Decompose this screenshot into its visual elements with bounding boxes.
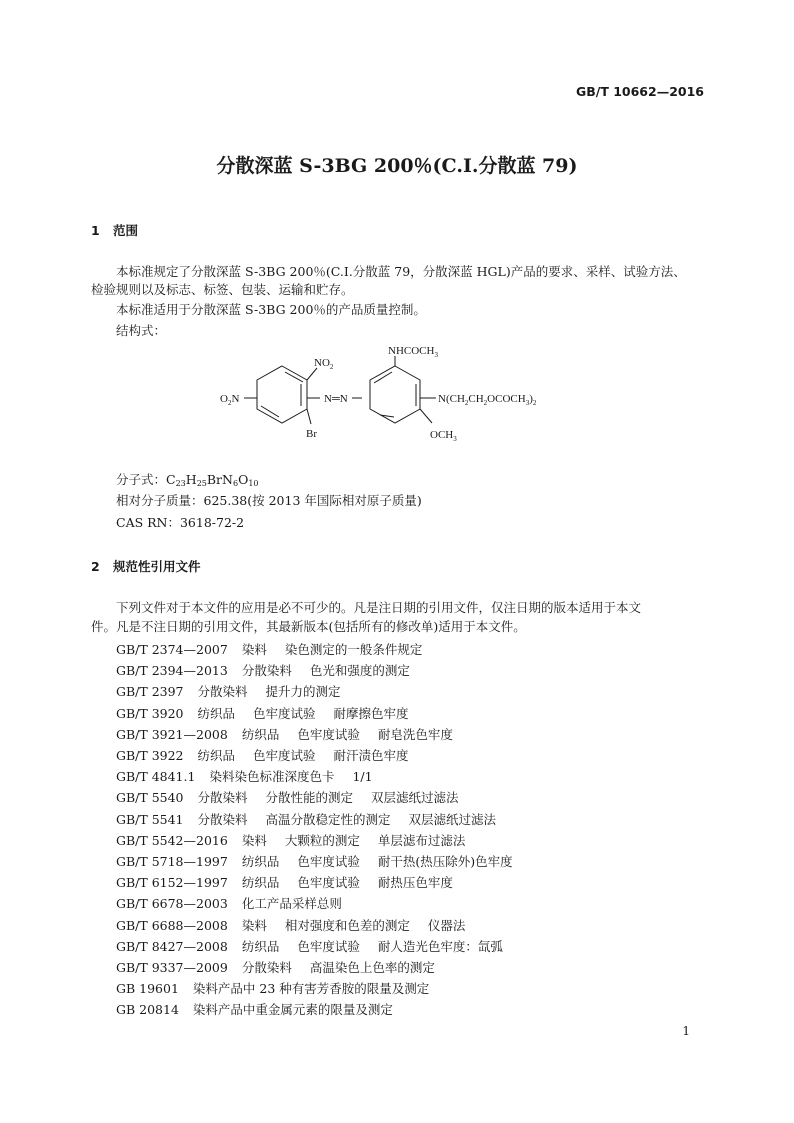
scope-applicability: 本标准适用于分散深蓝 S-3BG 200％的产品质量控制。 [116,302,426,317]
reference-item [116,873,453,891]
reference-text: 染料 [241,832,267,848]
reference-text: 高温染色上色率的测定 [309,960,435,975]
reference-text: 纺织品 [197,705,236,721]
reference-code: GB 20814 [116,1002,179,1018]
reference-code: GB/T 5718—1997 [116,854,228,869]
reference-text: 色牢度试验 [297,854,360,869]
reference-text: 分散性能的测定 [265,790,354,806]
reference-text: 化工产品采样总则 [241,896,342,912]
reference-code: GB/T 2394—2013 [116,663,228,679]
reference-item [116,788,459,806]
reference-code: GB/T 6688—2008 [116,917,228,933]
reference-text: 纺织品 [241,938,280,954]
references-intro-line-1: 下列文件对于本文件的应用是必不可少的。凡是注日期的引用文件，仅注日期的版本适用于本文 [116,600,642,615]
reference-item [116,916,465,934]
reference-text: 色牢度试验 [253,705,316,721]
reference-text: 染料产品中 23 种有害芳香胺的限量及测定 [192,981,430,997]
reference-text: 单层滤布过滤法 [377,832,466,848]
molecular-mass-line: 相对分子质量：625.38(按 2013 年国际相对原子质量) [116,493,422,508]
formula-c-count: 23 [175,479,186,488]
reference-item [116,831,465,849]
reference-text: 耐汗渍色牢度 [333,748,409,763]
reference-text: 染色测定的一般条件规定 [284,642,423,657]
reference-text: 大颗粒的测定 [284,832,360,848]
reference-text: 分散染料 [241,960,292,975]
reference-code: GB/T 4841.1 [116,769,196,785]
reference-item [116,725,453,743]
reference-item [116,682,359,700]
reference-text: 耐皂洗色牢度 [377,726,453,742]
label-br: Br [306,428,317,440]
reference-text: 双层滤纸过滤法 [371,790,459,806]
reference-text: 染料 [241,642,267,657]
reference-item [116,767,391,785]
molecular-formula-line [116,470,259,488]
reference-item [116,979,465,997]
reference-text: 色牢度试验 [297,726,360,742]
structure-label: 结构式： [116,323,167,338]
reference-item [116,958,453,976]
reference-text: 色牢度试验 [297,875,360,891]
reference-text: 纺织品 [241,726,280,742]
formula-brn: BrN [206,472,233,487]
section-2-number: 2 [91,559,100,574]
reference-text: 分散染料 [241,663,292,679]
reference-code: GB/T 6678—2003 [116,896,228,912]
benzene-ring-right [370,366,420,423]
formula-label: 分子式： [116,472,167,487]
reference-text: 色牢度试验 [253,748,316,763]
reference-code: GB/T 3922 [116,748,184,763]
section-1-title: 范围 [113,223,139,238]
structural-formula [210,340,610,455]
formula-h: H [185,472,197,487]
reference-code: GB/T 5541 [116,811,184,827]
reference-code: GB/T 6152—1997 [116,875,228,891]
label-o2n: $O_2N$ [220,393,240,407]
page-number: 1 [682,1024,690,1038]
reference-item [116,640,440,658]
reference-text: 染料染色标准深度色卡 [209,769,335,785]
reference-code: GB/T 3921—2008 [116,726,228,742]
scope-paragraph-line-2: 检验规则以及标志、标签、包装、运输和贮存。 [91,282,354,297]
section-2-heading [91,557,201,575]
reference-item [116,746,409,764]
reference-text: 耐摩擦色牢度 [333,705,409,721]
reference-code: GB/T 5540 [116,790,184,806]
reference-code: GB/T 2374—2007 [116,642,228,657]
label-och3: $OCH_3$ [430,429,457,443]
reference-code: GB/T 3920 [116,705,184,721]
reference-item [116,661,428,679]
reference-item [116,704,409,722]
formula-c: C [166,472,176,487]
reference-text: 色光和强度的测定 [309,663,410,679]
reference-text: 耐干热(热压除外)色牢度 [377,854,513,869]
reference-text: 仪器法 [427,917,466,933]
formula-h-count: 25 [196,479,207,488]
reference-item [116,894,378,912]
reference-code: GB/T 2397 [116,684,184,700]
reference-text: 耐热压色牢度 [377,875,453,891]
document-title: 分散深蓝 S-3BG 200％(C.I.分散蓝 79) [216,155,578,177]
standard-number: GB/T 10662—2016 [575,84,704,99]
label-n-substituent: $N(CH_2CH_2OCOCH_3)_2$ [438,393,537,407]
reference-text: 相对强度和色差的测定 [284,917,410,933]
reference-text: 分散染料 [197,811,248,827]
reference-text: 分散染料 [197,790,248,806]
reference-item [116,852,513,870]
reference-text: 1/1 [352,769,373,785]
reference-text: 色牢度试验 [297,938,360,954]
cas-number-line: CAS RN：3618-72-2 [116,515,245,530]
reference-text: 纺织品 [241,875,280,891]
reference-item [116,937,503,955]
label-azo: N═N [324,393,348,405]
section-1-number: 1 [91,223,100,238]
reference-text: 纺织品 [197,748,236,763]
reference-text: 耐人造光色牢度：氙弧 [377,938,503,954]
reference-text: 纺织品 [241,854,280,869]
reference-code: GB 19601 [116,981,179,997]
formula-o: O [238,472,249,487]
references-intro-line-2: 件。凡是不注日期的引用文件，其最新版本(包括所有的修改单)适用于本文件。 [91,619,526,634]
section-1-heading [91,221,138,239]
benzene-ring-left [257,366,307,423]
reference-text: 双层滤纸过滤法 [408,811,497,827]
label-no2-top: $NO_2$ [314,357,334,371]
reference-item [116,810,496,828]
formula-n-count: 6 [232,479,239,488]
reference-text: 提升力的测定 [265,684,341,700]
label-nhcoch3: $NHCOCH_3$ [388,345,438,359]
formula-o-count: 10 [248,479,259,488]
reference-text: 染料产品中重金属元素的限量及测定 [192,1002,393,1018]
reference-code: GB/T 8427—2008 [116,938,228,954]
reference-text: 高温分散稳定性的测定 [265,811,391,827]
section-2-title: 规范性引用文件 [113,559,201,574]
reference-code: GB/T 5542—2016 [116,832,228,848]
reference-text: 分散染料 [197,684,248,700]
reference-text: 染料 [241,917,267,933]
reference-code: GB/T 9337—2009 [116,960,228,975]
reference-item [116,1000,429,1018]
scope-paragraph-line-1: 本标准规定了分散深蓝 S-3BG 200％(C.I.分散蓝 79，分散深蓝 HGL)产品的要求、采样、试验方法、 [116,264,686,279]
